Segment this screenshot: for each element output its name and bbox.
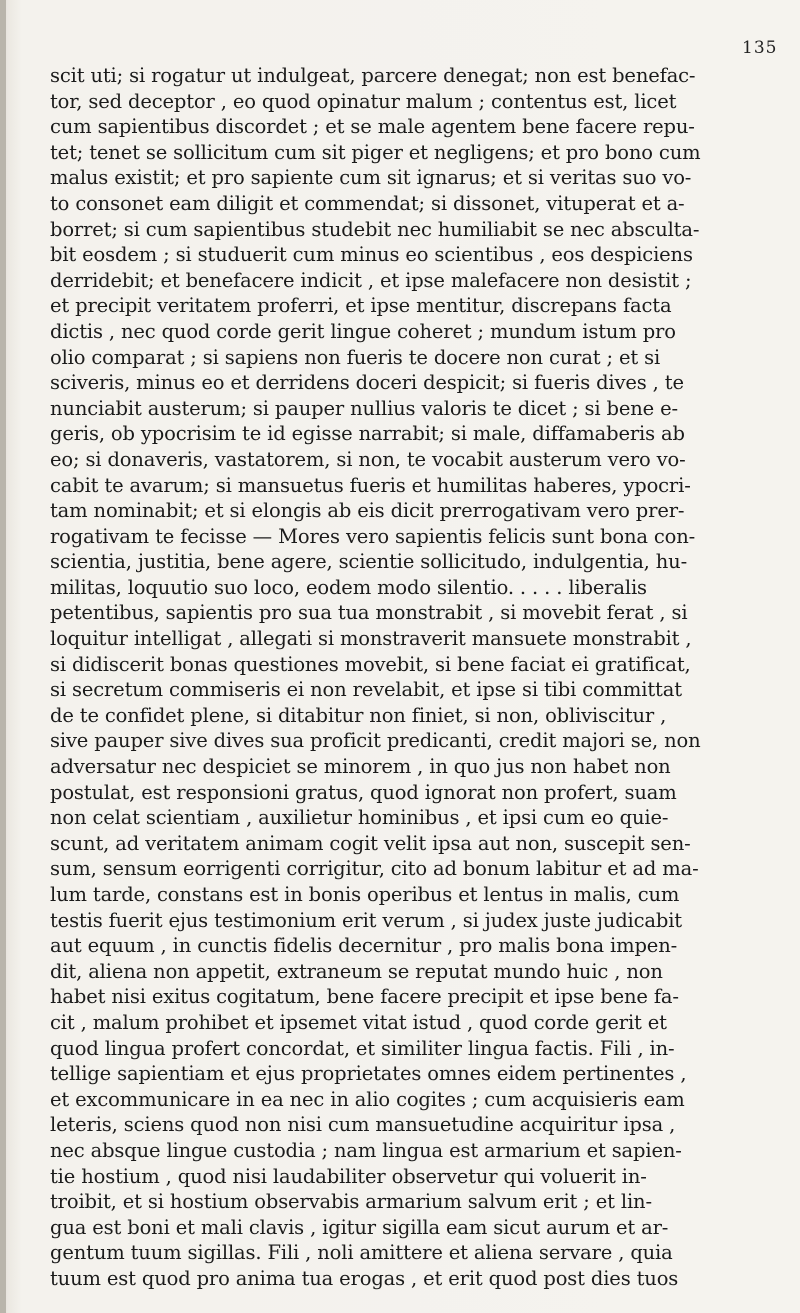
text-line: olio comparat ; si sapiens non fueris te docere non curat ; et si <box>50 345 661 369</box>
text-line: de te confidet plene, si ditabitur non finiet, si non, obliviscitur , <box>50 703 667 727</box>
text-line: scunt, ad veritatem animam cogit velit ipsa aut non, suscepit sen- <box>50 831 691 855</box>
text-line: rogativam te fecisse — Mores vero sapientis felicis sunt bona con- <box>50 524 696 548</box>
text-line: cum sapientibus discordet ; et se male agentem bene facere repu- <box>50 115 695 139</box>
page-number: 135 <box>742 38 778 58</box>
text-line: bit eosdem ; si studuerit cum minus eo scientibus , eos despiciens <box>50 243 693 267</box>
text-line: si secretum commiseris ei non revelabit, et ipse si tibi committat <box>50 678 682 702</box>
text-line: sciveris, minus eo et derridens doceri despicit; si fueris dives , te <box>50 371 684 395</box>
body-text <box>50 63 790 1292</box>
text-line: loquitur intelligat , allegati si monstraverit mansuete monstrabit , <box>50 627 692 651</box>
text-line: to consonet eam diligit et commendat; si dissonet, vituperat et a- <box>50 191 685 215</box>
text-line: derridebit; et benefacere indicit , et ipse malefacere non desistit ; <box>50 268 692 292</box>
text-line: tam nominabit; et si elongis ab eis dicit prerrogativam vero prer- <box>50 499 685 523</box>
text-line: dictis , nec quod corde gerit lingue coheret ; mundum istum pro <box>50 319 676 343</box>
text-line: lum tarde, constans est in bonis operibus et lentus in malis, cum <box>50 883 680 906</box>
text-line: malus existit; et pro sapiente cum sit ignarus; et si veritas suo vo- <box>50 166 692 190</box>
text-line: aut equum , in cunctis fidelis decernitur , pro malis bona impen- <box>50 934 678 958</box>
text-line: petentibus, sapientis pro sua tua monstrabit , si movebit ferat , si <box>50 601 688 625</box>
text-line: eo; si donaveris, vastatorem, si non, te vocabit austerum vero vo- <box>50 447 686 471</box>
text-line: tor, sed deceptor , eo quod opinatur malum ; contentus est, licet <box>50 89 677 113</box>
text-line: adversatur nec despiciet se minorem , in quo jus non habet non <box>50 755 671 779</box>
text-line: cabit te avarum; si mansuetus fueris et humilitas haberes, ypocri- <box>50 473 691 497</box>
text-line: non celat scientiam , auxilietur hominibus , et ipsi cum eo quie- <box>50 806 669 830</box>
text-line: militas, loquutio suo loco, eodem modo silentio. . . . . liberalis <box>50 575 647 599</box>
text-line: leteris, sciens quod non nisi cum mansuetudine acquiritur ipsa , <box>50 1113 676 1137</box>
text-line: postulat, est responsioni gratus, quod ignorat non profert, suam <box>50 780 677 804</box>
text-line: troibit, et si hostium observabis armarium salvum erit ; et lin- <box>50 1190 652 1214</box>
text-line: sive pauper sive dives sua proficit predicanti, credit majori se, non <box>50 729 701 753</box>
binding-edge <box>0 0 6 1313</box>
text-line: dit, aliena non appetit, extraneum se reputat mundo huic , non <box>50 959 663 983</box>
text-line: et excommunicare in ea nec in alio cogites ; cum acquisieris eam <box>50 1087 685 1111</box>
text-line: et precipit veritatem proferri, et ipse mentitur, discrepans facta <box>50 294 672 318</box>
text-line: gentum tuum sigillas. Fili , noli amittere et aliena servare , quia <box>50 1241 673 1265</box>
text-line: geris, ob ypocrisim te id egisse narrabit; si male, diffamaberis ab <box>50 422 685 446</box>
text-line: nec absque lingue custodia ; nam lingua est armarium et sapien- <box>50 1138 682 1162</box>
text-line: nunciabit austerum; si pauper nullius valoris te dicet ; si bene e- <box>50 396 678 420</box>
text-line: tet; tenet se sollicitum cum sit piger et negligens; et pro bono cum <box>50 140 701 164</box>
text-line: quod lingua profert concordat, et similiter lingua factis. Fili , in- <box>50 1036 675 1060</box>
text-line: sum, sensum eorrigenti corrigitur, cito ad bonum labitur et ad ma- <box>50 857 699 881</box>
text-line: tuum est quod pro anima tua erogas , et erit quod post dies tuos <box>50 1266 679 1290</box>
text-line: tie hostium , quod nisi laudabiliter observetur qui voluerit in- <box>50 1164 647 1188</box>
text-line: habet nisi exitus cogitatum, bene facere precipit et ipse bene fa- <box>50 985 679 1009</box>
text-line: testis fuerit ejus testimonium erit verum , si judex juste judicabit <box>50 908 682 932</box>
text-line: borret; si cum sapientibus studebit nec humiliabit se nec absculta- <box>50 217 700 241</box>
text-line: scit uti; si rogatur ut indulgeat, parcere denegat; non est benefac- <box>50 64 696 87</box>
text-line: si didiscerit bonas questiones movebit, si bene faciat ei gratificat, <box>50 652 691 676</box>
text-line: scientia, justitia, bene agere, scientie sollicitudo, indulgentia, hu- <box>50 550 688 574</box>
text-line: cit , malum prohibet et ipsemet vitat istud , quod corde gerit et <box>50 1010 667 1034</box>
text-line: gua est boni et mali clavis , igitur sigilla eam sicut aurum et ar- <box>50 1215 669 1239</box>
text-line: tellige sapientiam et ejus proprietates omnes eidem pertinentes , <box>50 1062 687 1086</box>
